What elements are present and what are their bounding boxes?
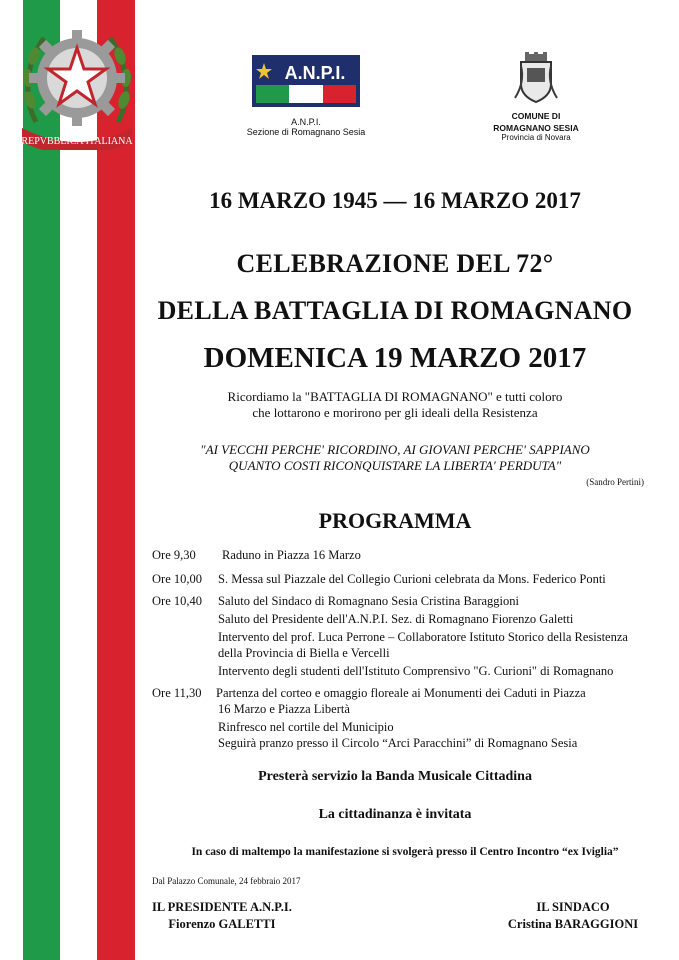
anpi-section: Sezione di Romagnano Sesia bbox=[246, 127, 366, 137]
quote-line: QUANTO COSTI RICONQUISTARE LA LIBERTA' PERDUTA" bbox=[228, 458, 562, 473]
schedule-text: della Provincia di Biella e Vercelli bbox=[218, 646, 390, 660]
schedule-time: Ore 10,40 bbox=[152, 594, 202, 608]
anpi-logo-text: A.N.P.I. bbox=[284, 63, 346, 83]
comune-province: Provincia di Novara bbox=[501, 133, 571, 142]
weather-note: In caso di maltempo la manifestazione si svolgerà presso il Centro Incontro “ex Iviglia” bbox=[191, 846, 619, 858]
schedule-time: Ore 10,00 bbox=[152, 572, 202, 586]
schedule-text: Seguirà pranzo presso il Circolo “Arci Paracchini” di Romagnano Sesia bbox=[218, 736, 578, 750]
intro-line: che lottarono e morirono per gli ideali della Resistenza bbox=[252, 405, 538, 420]
svg-text:REPVBBLICA ITALIANA: REPVBBLICA ITALIANA bbox=[21, 136, 133, 147]
comune-crest-block bbox=[476, 52, 596, 142]
mayor-name: Cristina BARAGGIONI bbox=[507, 917, 639, 931]
celebration-heading: CELEBRAZIONE DEL 72° bbox=[236, 249, 554, 278]
comune-label: COMUNE DI bbox=[511, 111, 561, 121]
comune-name: ROMAGNANO SESIA bbox=[493, 123, 579, 133]
programma-heading: PROGRAMMA bbox=[318, 508, 472, 533]
schedule-text: Intervento del prof. Luca Perrone – Collaboratore Istituto Storico della Resistenza bbox=[218, 630, 628, 644]
schedule-text: Saluto del Presidente dell'A.N.P.I. Sez. di Romagnano Fiorenzo Galetti bbox=[218, 612, 574, 626]
president-title: IL PRESIDENTE A.N.P.I. bbox=[152, 900, 292, 914]
dates-heading: 16 MARZO 1945 — 16 MARZO 2017 bbox=[209, 188, 581, 213]
president-signature bbox=[152, 899, 292, 933]
president-name: Fiorenzo GALETTI bbox=[168, 917, 276, 931]
anpi-logo-icon bbox=[252, 55, 360, 107]
republic-emblem-icon bbox=[14, 10, 140, 150]
quote-author: (Sandro Pertini) bbox=[586, 477, 644, 487]
schedule-text: S. Messa sul Piazzale del Collegio Curioni celebrata da Mons. Federico Ponti bbox=[218, 572, 606, 586]
anpi-logo-block bbox=[236, 55, 376, 137]
schedule-text: 16 Marzo e Piazza Libertà bbox=[218, 702, 350, 716]
date-heading: DOMENICA 19 MARZO 2017 bbox=[203, 342, 587, 374]
anpi-name: A.N.P.I. bbox=[291, 117, 321, 127]
schedule-text: Intervento degli studenti dell'Istituto Comprensivo "G. Curioni" di Romagnano bbox=[218, 664, 614, 678]
dateline: Dal Palazzo Comunale, 24 febbraio 2017 bbox=[152, 876, 301, 886]
battle-heading: DELLA BATTAGLIA DI ROMAGNANO bbox=[157, 296, 633, 325]
schedule-text: Partenza del corteo e omaggio floreale ai Monumenti dei Caduti in Piazza bbox=[216, 686, 586, 700]
pertini-quote bbox=[140, 442, 650, 474]
band-note: Presterà servizio la Banda Musicale Cittadina bbox=[258, 769, 532, 784]
schedule-text: Raduno in Piazza 16 Marzo bbox=[222, 548, 361, 562]
schedule-text: Rinfresco nel cortile del Municipio bbox=[218, 720, 394, 734]
mayor-signature bbox=[498, 899, 648, 933]
intro-line: Ricordiamo la "BATTAGLIA DI ROMAGNANO" e tutti coloro bbox=[227, 389, 563, 404]
schedule-time: Ore 11,30 bbox=[152, 686, 202, 700]
schedule-time: Ore 9,30 bbox=[152, 548, 196, 562]
comune-crest-icon bbox=[513, 52, 559, 104]
invite-note: La cittadinanza è invitata bbox=[318, 807, 472, 822]
quote-line: "AI VECCHI PERCHE' RICORDINO, AI GIOVANI PERCHE' SAPPIANO bbox=[200, 442, 590, 457]
mayor-title: IL SINDACO bbox=[536, 900, 610, 914]
schedule-text: Saluto del Sindaco di Romagnano Sesia Cristina Baraggioni bbox=[218, 594, 520, 608]
intro-text bbox=[140, 389, 650, 421]
